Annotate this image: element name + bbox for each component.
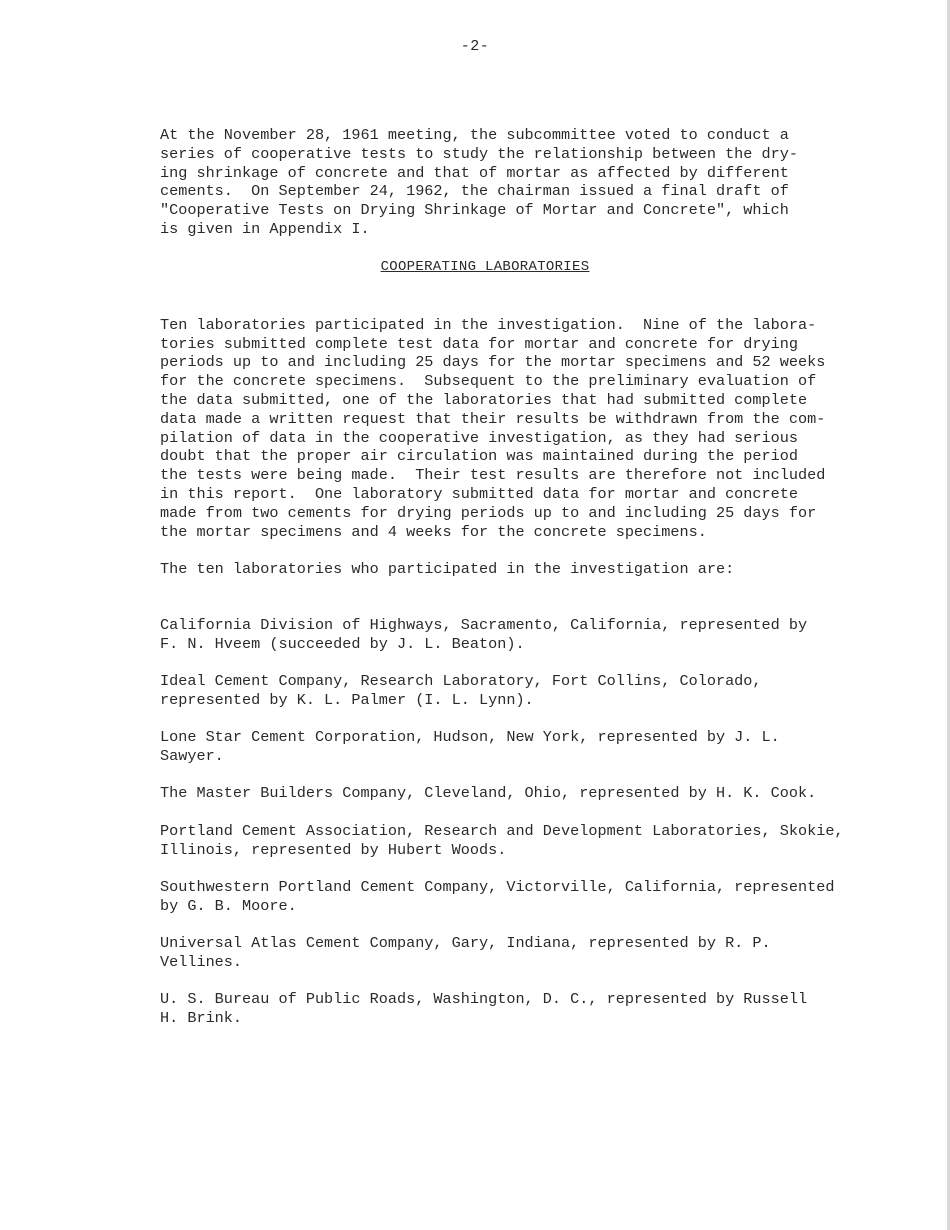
intro-paragraph: At the November 28, 1961 meeting, the subcommittee voted to conduct a series of cooperative tests to study the relationship between the dry- ing shrinkage of concrete and that of mortar as affected by different cements. On September 24, 1962, the chairman issued a final draft of "Cooperative Tests on Drying Shrinkage of Mortar and Concrete", which is given in Appendix I.: [160, 126, 798, 238]
laboratories-list-intro: The ten laboratories who participated in the investigation are:: [160, 560, 735, 579]
page-number: -2-: [460, 38, 490, 55]
laboratory-item: Lone Star Cement Corporation, Hudson, New York, represented by J. L. Sawyer.: [160, 728, 780, 766]
laboratory-item: Southwestern Portland Cement Company, Victorville, California, represented by G. B. Moore.: [160, 877, 835, 915]
laboratory-item: Portland Cement Association, Research and Development Laboratories, Skokie, Illinois, represented by Hubert Woods.: [160, 821, 844, 859]
laboratory-item: California Division of Highways, Sacramento, California, represented by F. N. Hveem (succeeded by J. L. Beaton).: [160, 616, 808, 653]
laboratory-item: Universal Atlas Cement Company, Gary, Indiana, represented by R. P. Vellines.: [160, 933, 771, 971]
participation-paragraph: Ten laboratories participated in the investigation. Nine of the labora- tories submitted complete test data for mortar and concrete for drying periods up to and including 25 days for the mortar specimens and 52 weeks for the concrete specimens. Subsequent to the preliminary evaluation of the data submitted, one of the laboratories that had submitted complete data made a written request that their results be withdrawn from the com- pilation of data in the cooperative investigation, as they had serious doubt that the proper air circulation was maintained during the period the tests were being made. Their test results are therefore not included in this report. One laboratory submitted data for mortar and concrete made from two cements for drying periods up to and including 25 days for the mortar specimens and 4 weeks for the concrete specimens.: [160, 315, 826, 541]
section-heading: COOPERATING LABORATORIES: [380, 258, 590, 275]
laboratories-list: [160, 616, 860, 1027]
laboratory-item: The Master Builders Company, Cleveland, Ohio, represented by H. K. Cook.: [160, 784, 817, 803]
laboratory-item: U. S. Bureau of Public Roads, Washington, D. C., represented by Russell H. Brink.: [160, 990, 808, 1027]
laboratory-item: Ideal Cement Company, Research Laboratory, Fort Collins, Colorado, represented by K. L. Palmer (I. L. Lynn).: [160, 672, 762, 710]
document-body: [160, 126, 860, 1046]
